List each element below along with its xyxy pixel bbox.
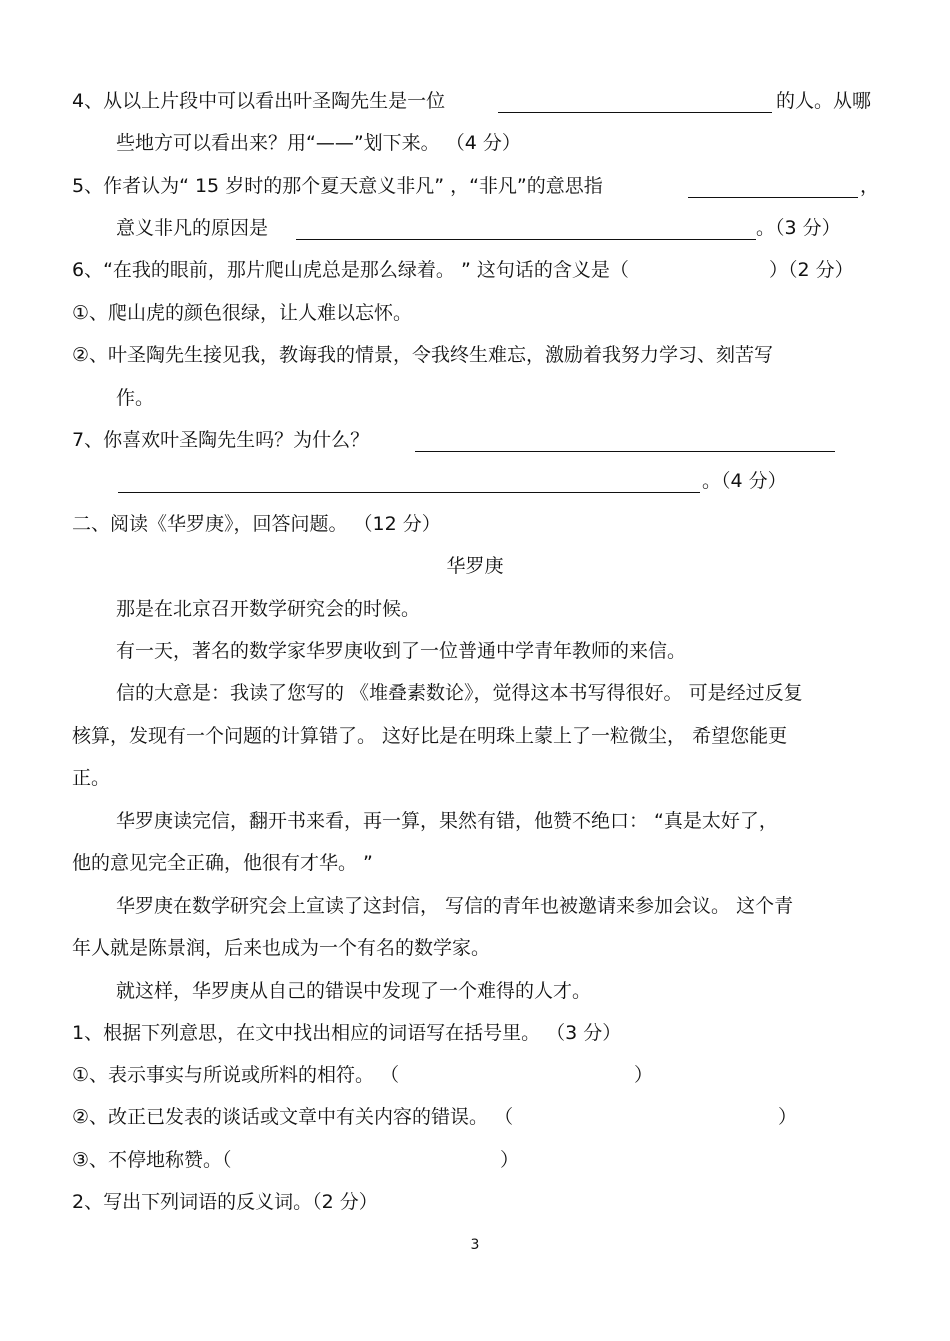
passage-p1: 那是在北京召开数学研究会的时候。 [116, 598, 421, 620]
passage-p3-line3: 正。 [72, 767, 111, 789]
question-1: 1、根据下列意思，在文中找出相应的词语写在括号里。 （3 分） [72, 1022, 622, 1044]
passage-p5-line1: 华罗庚在数学研究会上宣读了这封信， 写信的青年也被邀请来参加会议。 这个青 [116, 895, 794, 917]
passage-p6: 就这样，华罗庚从自己的错误中发现了一个难得的人才。 [116, 980, 592, 1002]
q6-question: 6、“在我的眼前，那片爬山虎总是那么绿着。 ” 这句话的含义是（ [72, 259, 629, 281]
q6-option-2-cont: 作。 [116, 387, 155, 409]
q4-line2: 些地方可以看出来？用“——”划下来。 （4 分） [116, 132, 521, 154]
question-1-item-b-close: ） [778, 1106, 798, 1128]
q5-meaning-blank[interactable] [688, 197, 858, 198]
passage-p3-line2: 核算，发现有一个问题的计算错了。 这好比是在明珠上蒙上了一粒微尘， 希望您能更 [72, 725, 788, 747]
q7-end: 。（4 分） [702, 470, 787, 492]
passage-p2: 有一天，著名的数学家华罗庚收到了一位普通中学青年教师的来信。 [116, 640, 687, 662]
q5-reason-blank[interactable] [296, 239, 756, 240]
q7-question: 7、你喜欢叶圣陶先生吗？为什么？ [72, 429, 370, 451]
q6-close: ）（2 分） [769, 259, 854, 281]
q7-answer-blank-2[interactable] [118, 492, 700, 493]
q4-line1: 4、从以上片段中可以看出叶圣陶先生是一位 [72, 90, 446, 112]
q5-line1: 5、作者认为“ 15 岁时的那个夏天意义非凡” ，“非凡”的意思指 [72, 175, 603, 197]
passage-p4-line1: 华罗庚读完信，翻开书来看，再一算，果然有错，他赞不绝口： “真是太好了， [116, 810, 778, 832]
q4-answer-blank[interactable] [498, 112, 772, 113]
q6-option-2: ②、叶圣陶先生接见我，教诲我的情景，令我终生难忘，激励着我努力学习、刻苦写 [72, 344, 774, 366]
passage-p4-line2: 他的意见完全正确，他很有才华。 ” [72, 852, 373, 874]
passage-p3-line1: 信的大意是：我读了您写的 《堆叠素数论》，觉得这本书写得很好。 可是经过反复 [116, 682, 803, 704]
question-1-item-b: ②、改正已发表的谈话或文章中有关内容的错误。 （ [72, 1106, 514, 1128]
passage-title: 华罗庚 [446, 555, 504, 577]
q7-answer-blank-1[interactable] [415, 451, 835, 452]
q5-comma: ， [860, 175, 880, 197]
question-1-item-a: ①、表示事实与所说或所料的相符。 （ [72, 1064, 400, 1086]
question-1-item-c: ③、不停地称赞。（ [72, 1149, 232, 1171]
passage-p5-line2: 年人就是陈景润，后来也成为一个有名的数学家。 [72, 937, 491, 959]
q5-line2-end: 。（3 分） [756, 217, 841, 239]
question-1-item-c-close: ） [500, 1149, 520, 1171]
section-2-heading: 二、阅读《华罗庚》，回答问题。 （12 分） [72, 513, 441, 535]
question-1-item-a-close: ） [634, 1064, 654, 1086]
q5-line2: 意义非凡的原因是 [116, 217, 269, 239]
q4-line1-end: 的人。从哪 [776, 90, 872, 112]
page-number: 3 [470, 1237, 480, 1253]
q6-option-1: ①、爬山虎的颜色很绿，让人难以忘怀。 [72, 302, 413, 324]
question-2: 2、写出下列词语的反义词。（2 分） [72, 1191, 378, 1213]
